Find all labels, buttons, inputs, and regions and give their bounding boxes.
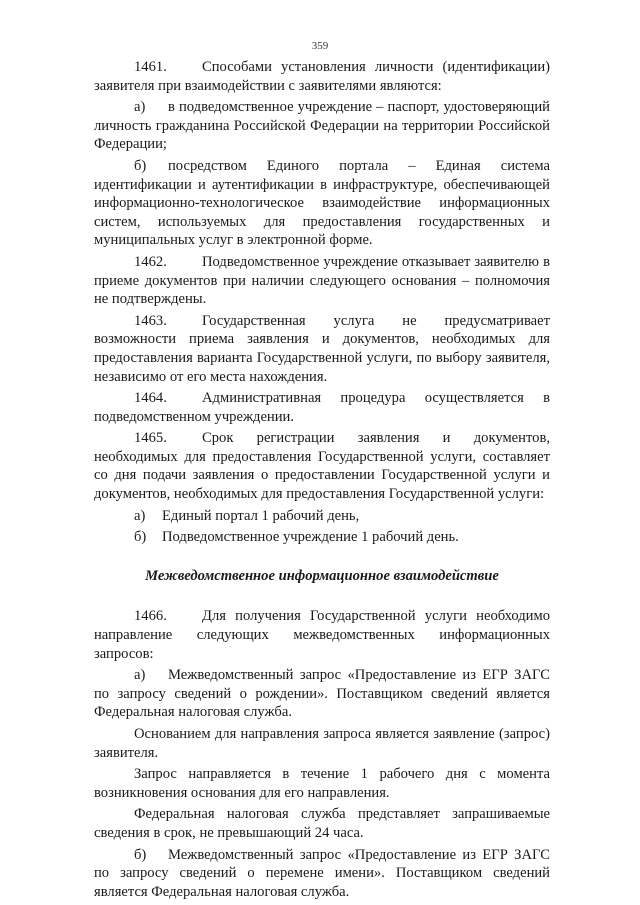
paragraph-number: 1465.	[134, 430, 167, 447]
paragraph-text-block: Федеральная налоговая служба представляет запрашиваемые сведения в срок, не превышающий 24 часа.	[94, 806, 550, 841]
list-marker: а)	[134, 507, 146, 524]
section-heading: Межведомственное информационное взаимодействие	[145, 567, 499, 584]
list-item-text: посредством Единого портала – Единая система идентификации и аутентификации в инфраструктуре, обеспечивающей информационно-технологическое взаимодействие информационных систем, используемых для предоставления государственных и муниципальных услуг в электронной форме.	[94, 157, 550, 249]
list-item-a	[94, 666, 550, 722]
list-item-b	[94, 528, 550, 547]
list-marker: а)	[134, 667, 146, 684]
list-item-a	[94, 98, 550, 154]
paragraph-text: Способами установления личности (идентификации) заявителя при взаимодействии с заявителями являются:	[94, 59, 550, 94]
list-marker: б)	[134, 157, 147, 174]
paragraph-1463	[94, 312, 550, 386]
paragraph-text-block: Основанием для направления запроса является заявление (запрос) заявителя.	[94, 726, 550, 761]
paragraph-text: Государственная услуга не предусматривает возможности приема заявления и документов, необходимых для предоставления варианта Государственной услуги, по выбору заявителя, независимо от его места нахождения.	[94, 312, 550, 385]
list-marker: б)	[134, 529, 147, 546]
list-item-text: Подведомственное учреждение 1 рабочий день.	[162, 529, 459, 546]
list-item-b	[94, 846, 550, 902]
paragraph-number: 1463.	[134, 312, 167, 329]
paragraph-1465	[94, 429, 550, 503]
paragraph-text: Подведомственное учреждение отказывает заявителю в приеме документов при наличии следующего основания – полномочия не подтверждены.	[94, 253, 550, 308]
list-marker: а)	[134, 99, 146, 116]
paragraph-text: Административная процедура осуществляется в подведомственном учреждении.	[94, 390, 550, 425]
list-item-text: Межведомственный запрос «Предоставление из ЕГР ЗАГС по запросу сведений о рождении». Поставщиком сведений является Федеральная налоговая служба.	[94, 667, 550, 721]
list-item-text: в подведомственное учреждение – паспорт, удостоверяющий личность гражданина Российской Федерации на территории Российской Федерации;	[94, 99, 550, 153]
paragraph-1464	[94, 389, 550, 426]
paragraph-text-block: Запрос направляется в течение 1 рабочего дня с момента возникновения основания для его направления.	[94, 766, 550, 801]
paragraph-number: 1461.	[134, 59, 167, 75]
list-marker: б)	[134, 846, 147, 863]
paragraph-text: Для получения Государственной услуги необходимо направление следующих межведомственных информационных запросов:	[94, 608, 550, 662]
paragraph-number: 1466.	[134, 608, 167, 625]
list-item-text: Межведомственный запрос «Предоставление из ЕГР ЗАГС по запросу сведений о перемене имени». Поставщиком сведений является Федеральная налоговая служба.	[94, 846, 550, 900]
paragraph-1466	[94, 607, 550, 663]
paragraph-number: 1464.	[134, 390, 167, 407]
paragraph-text: Срок регистрации заявления и документов, необходимых для предоставления Государственной услуги, составляет со дня подачи заявления о предоставлении Государственной услуги и документов, необходимых для предоставления Государственной услуги:	[94, 430, 550, 503]
paragraph-1462	[94, 253, 550, 309]
document-body	[94, 58, 550, 904]
paragraph-1461	[94, 58, 550, 95]
paragraph-number: 1462.	[134, 253, 167, 270]
list-item-b	[94, 157, 550, 250]
list-item-a	[94, 507, 550, 526]
list-item-text: Единый портал 1 рабочий день,	[162, 507, 360, 524]
page-number: 359	[311, 40, 329, 52]
